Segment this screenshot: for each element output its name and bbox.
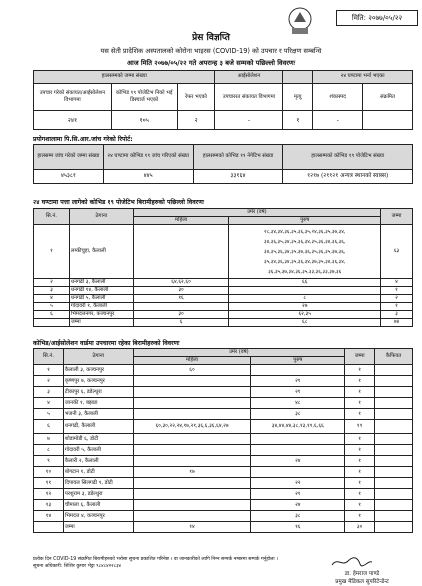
date-label: मिति: २०७७/०५/२२ (336, 10, 418, 26)
cell-male: ३८ (251, 511, 345, 522)
cell-place: गोदावरी ५, कैलाली (63, 445, 133, 456)
cell-male: ४८ (251, 398, 345, 409)
cell-male: २१ (251, 387, 345, 398)
cell-female: १७ (133, 467, 251, 478)
cell-remarks (375, 409, 413, 420)
value-referred: २ (177, 111, 215, 130)
cell-place: जम्मा (63, 522, 133, 533)
pcr-section-title: प्रयोगशालामा पि.सि.आर.जांच गरेको रिपोर्ट: (33, 136, 133, 143)
value-isolation: - (215, 111, 283, 130)
cell-place: भिमदत्त ४, कञ्चनपुर (63, 511, 133, 522)
table-row (34, 478, 413, 489)
cell-remarks (375, 420, 413, 434)
cell-total: १ (345, 365, 375, 376)
cell-female (133, 409, 251, 420)
pcr-positive-header: हालसम्मको कोभिड १९ पोजेटिभ संख्या (283, 145, 413, 170)
cell-female: ६०,३०,२२,२४,१७,२१,३६,६,३६,६४,२७ (133, 420, 251, 434)
table-row: २ धनगढी ३, कैलाली ६४,६२,६० ६६ ४ (34, 279, 413, 287)
cell-male (251, 467, 345, 478)
cell-total: १ (345, 456, 375, 467)
cell-total: १ (345, 387, 375, 398)
cell-female (133, 398, 251, 409)
cell-place: टीकापुर ६, डडेल्धुरा (63, 387, 133, 398)
cell-sn: १२ (34, 489, 64, 500)
cell-remarks (375, 387, 413, 398)
t3-header-place: ठेगाना (69, 209, 133, 225)
cell-total: १ (345, 478, 375, 489)
cell-male: २१ (251, 376, 345, 387)
cell-female (133, 511, 251, 522)
col-referred: रेफर भएको (177, 83, 215, 111)
intro-line-1: यस सेती प्रादेशिक अस्पतालको कोरोना भाइरस (COVID-19) को उपचार र परिक्षण सम्बन्धि (100, 47, 322, 55)
cell-sn: ४ (34, 398, 64, 409)
pcr-negative-value: ३३१६४ (193, 169, 283, 183)
cell-male (251, 434, 345, 445)
cell-female: ६० (133, 365, 251, 376)
t3-header-male: पुरुष (229, 217, 381, 225)
pcr-negative-header: हालसम्मको कोभिड १९ नेगेटिभ संख्या (193, 145, 283, 170)
cell-female: १४ (133, 522, 251, 533)
cell-sn: १३ (34, 500, 64, 511)
cell-place: कैलाली ३, कञ्चनपुर (63, 365, 133, 376)
table-row: ५ गोदावरी १, कैलाली २७ १ (34, 303, 413, 311)
isolation-section-title: कोभिड/आईसोलेशन वार्डमा उपचारमा रहेका बिरामीहरुको विवरणः (33, 340, 180, 347)
cell-remarks (375, 456, 413, 467)
cell-total: १९ (345, 420, 375, 434)
cell-total: १ (345, 445, 375, 456)
cell-sn: १० (34, 467, 64, 478)
cell-remarks (375, 445, 413, 456)
t4-header-male: पुरुष (251, 357, 345, 365)
table-row: ३ धनगढी १४, कैलाली ३० १ (34, 287, 413, 295)
cell-total: १ (345, 434, 375, 445)
value-admitted: २४१ (34, 111, 112, 130)
summary-group-24h: २४ घण्टामा भर्ना भएका (313, 71, 413, 84)
t3-header-age: उमेर (वर्ष) (133, 209, 380, 217)
cell-remarks (375, 511, 413, 522)
cell-total: १ (345, 409, 375, 420)
cell-sn: १ (34, 365, 64, 376)
value-death: १ (283, 111, 313, 130)
col-isolation: उपचाररत संकायत विभागमा (215, 83, 283, 111)
table-row (34, 365, 413, 376)
cell-remarks (375, 467, 413, 478)
footer-note: प्रत्येक दिन COVID-19 संक्रमित बिरामीहरुको भरोसा सुचना प्रकाशित गरिनेछ । वा जानकारीको लागि निम्न सम्पर्क नम्बरमा सम्पर्क गर्नुहोला । (33, 557, 278, 562)
cell-total: १ (345, 489, 375, 500)
summary-group-isolation: आईसोलेशन (215, 71, 283, 84)
col-admitted: उपचार गरेको संकायत/आईसोलेशन विभागमा (34, 83, 112, 111)
cell-place: शोडामोडी ६, डोटी (63, 434, 133, 445)
cell-sn: ९ (34, 456, 64, 467)
cell-place: परशुराम ३, डडेल्धुरा (63, 489, 133, 500)
t4-header-age: उमेर (वर्ष) (133, 349, 345, 357)
table-row: ४ धनगढी ५, कैलाली १६ ८ २ (34, 295, 413, 303)
cell-female (133, 445, 251, 456)
cell-remarks (375, 522, 413, 533)
cell-remarks (375, 434, 413, 445)
cell-male (251, 445, 345, 456)
signatory-name: डा. हेमराज पाण्डे (344, 571, 380, 577)
t3-header-female: महिला (133, 217, 229, 225)
cell-sn: ३ (34, 387, 64, 398)
cell-place: कैलारी २, कैलाली (63, 456, 133, 467)
t3-header-sn: सि.नं. (34, 209, 70, 225)
cell-male: २२ (251, 478, 345, 489)
pcr-24h-value: ४४५ (103, 169, 193, 183)
pcr-table (33, 144, 413, 184)
footer-contact: सूचना अधिकारी: शिशिर कुमार भेट्टा ९८४८४२२८३४ (33, 564, 122, 569)
cell-place: कृष्णपुर ७, कञ्चनपुर (63, 376, 133, 387)
table-row (34, 445, 413, 456)
table-row (34, 387, 413, 398)
col-death: मृत्यु (283, 83, 313, 111)
cell-total: १ (345, 376, 375, 387)
cell-male: २४ (251, 500, 345, 511)
cell-sn (34, 522, 64, 533)
cell-remarks (375, 478, 413, 489)
summary-table (33, 70, 413, 130)
cell-sn: १४ (34, 511, 64, 522)
cell-sn: २ (34, 376, 64, 387)
t4-header-remarks: कैफियत (375, 349, 413, 365)
table-total-row: जम्मा ६ ६८ ७४ (34, 319, 413, 327)
table-row (34, 489, 413, 500)
cell-male: २१ (251, 489, 345, 500)
cell-female (133, 387, 251, 398)
t3-header-total: जम्मा (381, 209, 413, 225)
t4-header-total: जम्मा (345, 349, 375, 365)
cell-place: धनगढी, कैलाली (63, 420, 133, 434)
cell-sn: ८ (34, 445, 64, 456)
cell-male: ३४,४४,४४,३८,१३,१९,६,६६ (251, 420, 345, 434)
pcr-24h-header: २४ घण्टामा कोभिड १९ जांच गरिएको संख्या (103, 145, 193, 170)
cell-total: १ (345, 500, 375, 511)
t4-header-female: महिला (133, 357, 251, 365)
cell-total: १ (345, 467, 375, 478)
cell-remarks (375, 376, 413, 387)
pcr-total-header: हालसम्म जांच गरेको जम्मा संख्या (34, 145, 104, 170)
cell-place: भजनी ३, कैलाली (63, 409, 133, 420)
value-discharged: १०५ (111, 111, 177, 130)
table-row (34, 409, 413, 420)
col-infected: संक्रमित (363, 83, 413, 111)
cell-remarks (375, 365, 413, 376)
isolation-table (33, 348, 413, 533)
cell-male: २४ (251, 456, 345, 467)
cell-female (133, 500, 251, 511)
cell-place: बोगटान १, डोटी (63, 467, 133, 478)
signature-icon (330, 556, 374, 568)
cell-female (133, 434, 251, 445)
table-row (34, 376, 413, 387)
col-suspected: शंकास्पद (313, 83, 363, 111)
cell-sn: ६ (34, 420, 64, 434)
cell-sn: ११ (34, 478, 64, 489)
page-title: प्रेस विज्ञप्ति (192, 33, 230, 43)
cell-remarks (375, 398, 413, 409)
table-row (34, 456, 413, 467)
intro-line-2: आज मिति २०७७/०५/२२ गते अपरान्ह ३ बजे सम्मको पछिल्लो विवरणः (126, 59, 296, 67)
summary-group-total: हालसम्मको जम्मा संख्या (34, 71, 215, 84)
new-cases-section-title: २४ घण्टामा पत्ता लागेको कोभिड १९ पोजेटिभ बिरामीहरुको पछिल्लो विवरणः (33, 199, 204, 206)
table-row: १ लम्कीचुहा, कैलाली २८,३४,३४,३६,३५,३६,३५,२४,३६,३५,३७,३४, ३४,३६,३५,३४,३५,३६,३४,३५,३६,३४,३६,३६, ३४,३५,३६,३४,३५,३७,३६,३५,३६,३५,३७,३६, ३५,३४,३६,३४,३५,३६,३४,३७,३५,३४,३६,३४, ३६,३५,३७,३४,३६,३५,३३,३६,३३,३७,३६ ६३ (34, 225, 413, 279)
cell-sn: ५ (34, 409, 64, 420)
cell-total: ३० (345, 522, 375, 533)
cell-female (133, 376, 251, 387)
value-suspected: - (313, 111, 363, 130)
cell-total: १ (345, 511, 375, 522)
signatory-title: प्रमुख मेडिकल सुपरिटेन्डेन्ट (335, 579, 389, 585)
pcr-positive-value: १२१७ (२११२१ अन्यत्र स्थानको स्वाब्स) (283, 169, 413, 183)
table-row (34, 511, 413, 522)
cell-male (251, 365, 345, 376)
cell-male: १६ (251, 522, 345, 533)
table-row (34, 434, 413, 445)
t4-header-sn: सि.नं. (34, 349, 64, 365)
cell-male: ३८ (251, 409, 345, 420)
col-discharged: कोभिड १९ पोजेटिभ निको भई डिस्चार्ज भएको (111, 83, 177, 111)
cell-place: चौमाला ६, कैलाली (63, 500, 133, 511)
new-cases-table (33, 208, 413, 327)
pcr-total-value: ४५३८१ (34, 169, 104, 183)
table-row: ६ भिमदत्तनगर, कञ्चनपुर ३० ६२,३५ ३ (34, 311, 413, 319)
t4-header-place: ठेगाना (63, 349, 133, 365)
table-row (34, 467, 413, 478)
cell-remarks (375, 489, 413, 500)
value-infected (363, 111, 413, 130)
cell-female (133, 489, 251, 500)
cell-female (133, 478, 251, 489)
table-total-row (34, 522, 413, 533)
cell-remarks (375, 500, 413, 511)
table-row (34, 500, 413, 511)
cell-sn: ७ (34, 434, 64, 445)
table-row (34, 398, 413, 409)
cell-place: जानकी १, बझाङ (63, 398, 133, 409)
cell-place: दिपायल सिलगढी ९, डोटी (63, 478, 133, 489)
table-row (34, 420, 413, 434)
cell-female (133, 456, 251, 467)
cell-total: १ (345, 398, 375, 409)
